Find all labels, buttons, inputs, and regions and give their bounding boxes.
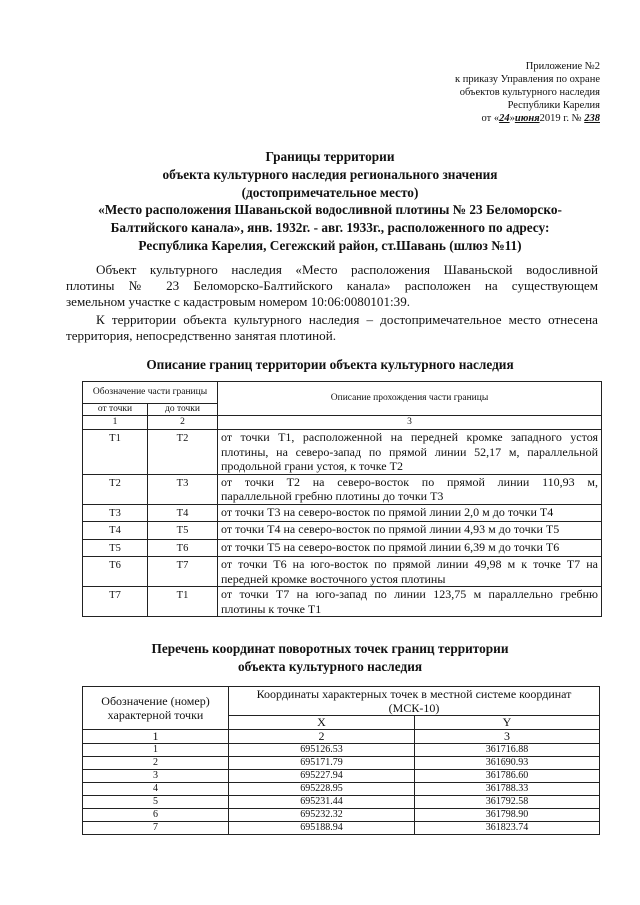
point-number: 2 bbox=[83, 757, 229, 770]
appendix-line: Республики Карелия bbox=[507, 100, 600, 111]
header-line: характерной точки bbox=[107, 708, 204, 722]
table-row bbox=[83, 770, 600, 783]
date-year: 2019 г. № bbox=[539, 113, 582, 124]
coordinates-table bbox=[82, 686, 600, 835]
date-mid: » bbox=[509, 113, 515, 124]
handwritten-order-number: 238 bbox=[584, 113, 600, 124]
description-line: от точки Т6 на юго-восток по прямой линии 49,98 м к точке Т7 на bbox=[221, 557, 598, 571]
paragraph-line: Объект культурного наследия «Место расположения Шаваньской водосливной bbox=[96, 262, 598, 277]
column-number: 1 bbox=[83, 730, 229, 744]
to-point: Т7 bbox=[148, 557, 218, 587]
boundary-description: от точки Т5 на северо-восток по прямой линии 6,39 м до точки Т6 bbox=[218, 539, 602, 557]
to-point: Т4 bbox=[148, 504, 218, 522]
boundary-description: от точки Т4 на северо-восток по прямой линии 4,93 м до точки Т5 bbox=[218, 522, 602, 540]
coord-x: 695232.32 bbox=[229, 809, 415, 822]
description-line: плотины, на северо-запад по прямой линии 52,17 м, параллельной bbox=[221, 444, 598, 459]
coord-y: 361786.60 bbox=[415, 770, 600, 783]
from-point: Т2 bbox=[83, 474, 148, 504]
appendix-line: к приказу Управления по охране bbox=[455, 74, 600, 85]
table-row bbox=[83, 822, 600, 835]
coord-x: 695228.95 bbox=[229, 783, 415, 796]
paragraph-line: земельном участке с кадастровым номером 10:06:0080101:39. bbox=[66, 294, 411, 309]
boundary-description: от точки Т3 на северо-восток по прямой линии 2,0 м до точки Т4 bbox=[218, 504, 602, 522]
from-point: Т6 bbox=[83, 557, 148, 587]
table-row bbox=[83, 474, 602, 504]
table-row bbox=[83, 557, 602, 587]
header-x: X bbox=[229, 716, 415, 730]
document-title bbox=[60, 148, 600, 255]
point-number: 7 bbox=[83, 822, 229, 835]
column-number: 3 bbox=[218, 416, 602, 430]
boundary-description bbox=[218, 587, 602, 617]
appendix-header bbox=[455, 60, 600, 125]
header-boundary-description: Описание прохождения части границы bbox=[218, 382, 602, 416]
header-line: (МСК-10) bbox=[388, 701, 440, 715]
header-to-point: до точки bbox=[148, 404, 218, 416]
boundary-description bbox=[218, 474, 602, 504]
coord-y: 361792.58 bbox=[415, 796, 600, 809]
description-line: от точки Т2 на северо-восток по прямой линии 110,93 м, bbox=[221, 474, 598, 489]
coord-y: 361690.93 bbox=[415, 757, 600, 770]
header-from-point: от точки bbox=[83, 404, 148, 416]
paragraph-object-location bbox=[66, 262, 598, 310]
table-row bbox=[83, 504, 602, 522]
to-point: Т5 bbox=[148, 522, 218, 540]
title-line: Балтийского канала», янв. 1932г. - авг. 1933г., расположенного по адресу: bbox=[110, 220, 550, 236]
to-point: Т3 bbox=[148, 474, 218, 504]
point-number: 5 bbox=[83, 796, 229, 809]
appendix-line: объектов культурного наследия bbox=[459, 87, 600, 98]
title-line: «Место расположения Шаваньской водосливной плотины № 23 Беломорско- bbox=[98, 202, 562, 218]
column-number: 2 bbox=[229, 730, 415, 744]
coord-y: 361823.74 bbox=[415, 822, 600, 835]
header-y: Y bbox=[415, 716, 600, 730]
boundary-description-table bbox=[82, 381, 602, 617]
from-point: Т5 bbox=[83, 539, 148, 557]
description-line: плотины к точке Т1 bbox=[221, 601, 322, 616]
coord-y: 361716.88 bbox=[415, 744, 600, 757]
point-number: 4 bbox=[83, 783, 229, 796]
date-prefix: от « bbox=[481, 113, 500, 124]
point-number: 3 bbox=[83, 770, 229, 783]
boundary-table-title: Описание границ территории объекта культурного наследия bbox=[146, 357, 514, 372]
from-point: Т3 bbox=[83, 504, 148, 522]
handwritten-month: июня bbox=[514, 113, 540, 124]
coord-x: 695227.94 bbox=[229, 770, 415, 783]
coord-x: 695231.44 bbox=[229, 796, 415, 809]
table-row bbox=[83, 744, 600, 757]
paragraph-line: К территории объекта культурного наследия – достопримечательное место отнесена bbox=[96, 312, 598, 327]
description-line: передней кромке восточного устоя плотины bbox=[221, 571, 446, 586]
header-coordinates bbox=[229, 687, 600, 716]
description-line: от точки Т7 на юго-запад по линии 123,75 м параллельно гребню bbox=[221, 587, 598, 601]
table-row bbox=[83, 539, 602, 557]
table-row bbox=[83, 809, 600, 822]
table-row bbox=[83, 587, 602, 617]
coordinates-table-title bbox=[60, 640, 600, 676]
header-line: Координаты характерных точек в местной системе координат bbox=[256, 687, 572, 701]
coord-x: 695188.94 bbox=[229, 822, 415, 835]
table-row bbox=[83, 757, 600, 770]
to-point: Т2 bbox=[148, 430, 218, 475]
table-row bbox=[83, 430, 602, 475]
boundary-description bbox=[218, 557, 602, 587]
coord-x: 695126.53 bbox=[229, 744, 415, 757]
point-number: 6 bbox=[83, 809, 229, 822]
from-point: Т1 bbox=[83, 430, 148, 475]
handwritten-day: 24 bbox=[499, 113, 510, 124]
column-number: 2 bbox=[148, 416, 218, 430]
boundary-description bbox=[218, 430, 602, 475]
from-point: Т4 bbox=[83, 522, 148, 540]
table-row bbox=[83, 796, 600, 809]
title-line: объекта культурного наследия bbox=[237, 659, 423, 674]
point-number: 1 bbox=[83, 744, 229, 757]
paragraph-line: плотины № 23 Беломорско-Балтийского канала» расположен на существующем bbox=[66, 278, 598, 293]
appendix-line: Приложение №2 bbox=[525, 61, 600, 72]
column-number: 3 bbox=[415, 730, 600, 744]
description-line: продольной грани устоя, к точке Т2 bbox=[221, 459, 403, 473]
coord-y: 361798.90 bbox=[415, 809, 600, 822]
title-line: (достопримечательное место) bbox=[241, 184, 419, 200]
table-row bbox=[83, 783, 600, 796]
header-boundary-part: Обозначение части границы bbox=[83, 382, 218, 404]
description-line: от точки Т1, расположенной на передней кромке западного устоя bbox=[221, 430, 598, 444]
to-point: Т1 bbox=[148, 587, 218, 617]
paragraph-line: территория, непосредственно занятая плотиной. bbox=[66, 328, 336, 343]
coord-x: 695171.79 bbox=[229, 757, 415, 770]
column-number: 1 bbox=[83, 416, 148, 430]
coord-y: 361788.33 bbox=[415, 783, 600, 796]
title-line: Перечень координат поворотных точек границ территории bbox=[151, 641, 509, 656]
title-line: объекта культурного наследия регионального значения bbox=[162, 166, 498, 182]
from-point: Т7 bbox=[83, 587, 148, 617]
title-line: Республика Карелия, Сегежский район, ст.Шавань (шлюз №11) bbox=[138, 237, 522, 253]
table-row bbox=[83, 522, 602, 540]
description-line: параллельной гребню плотины до точки Т3 bbox=[221, 489, 444, 503]
to-point: Т6 bbox=[148, 539, 218, 557]
title-line: Границы территории bbox=[265, 149, 395, 164]
header-line: Обозначение (номер) bbox=[101, 694, 210, 708]
header-point-designation bbox=[83, 687, 229, 730]
paragraph-territory bbox=[66, 312, 598, 344]
order-date-line bbox=[455, 112, 600, 125]
